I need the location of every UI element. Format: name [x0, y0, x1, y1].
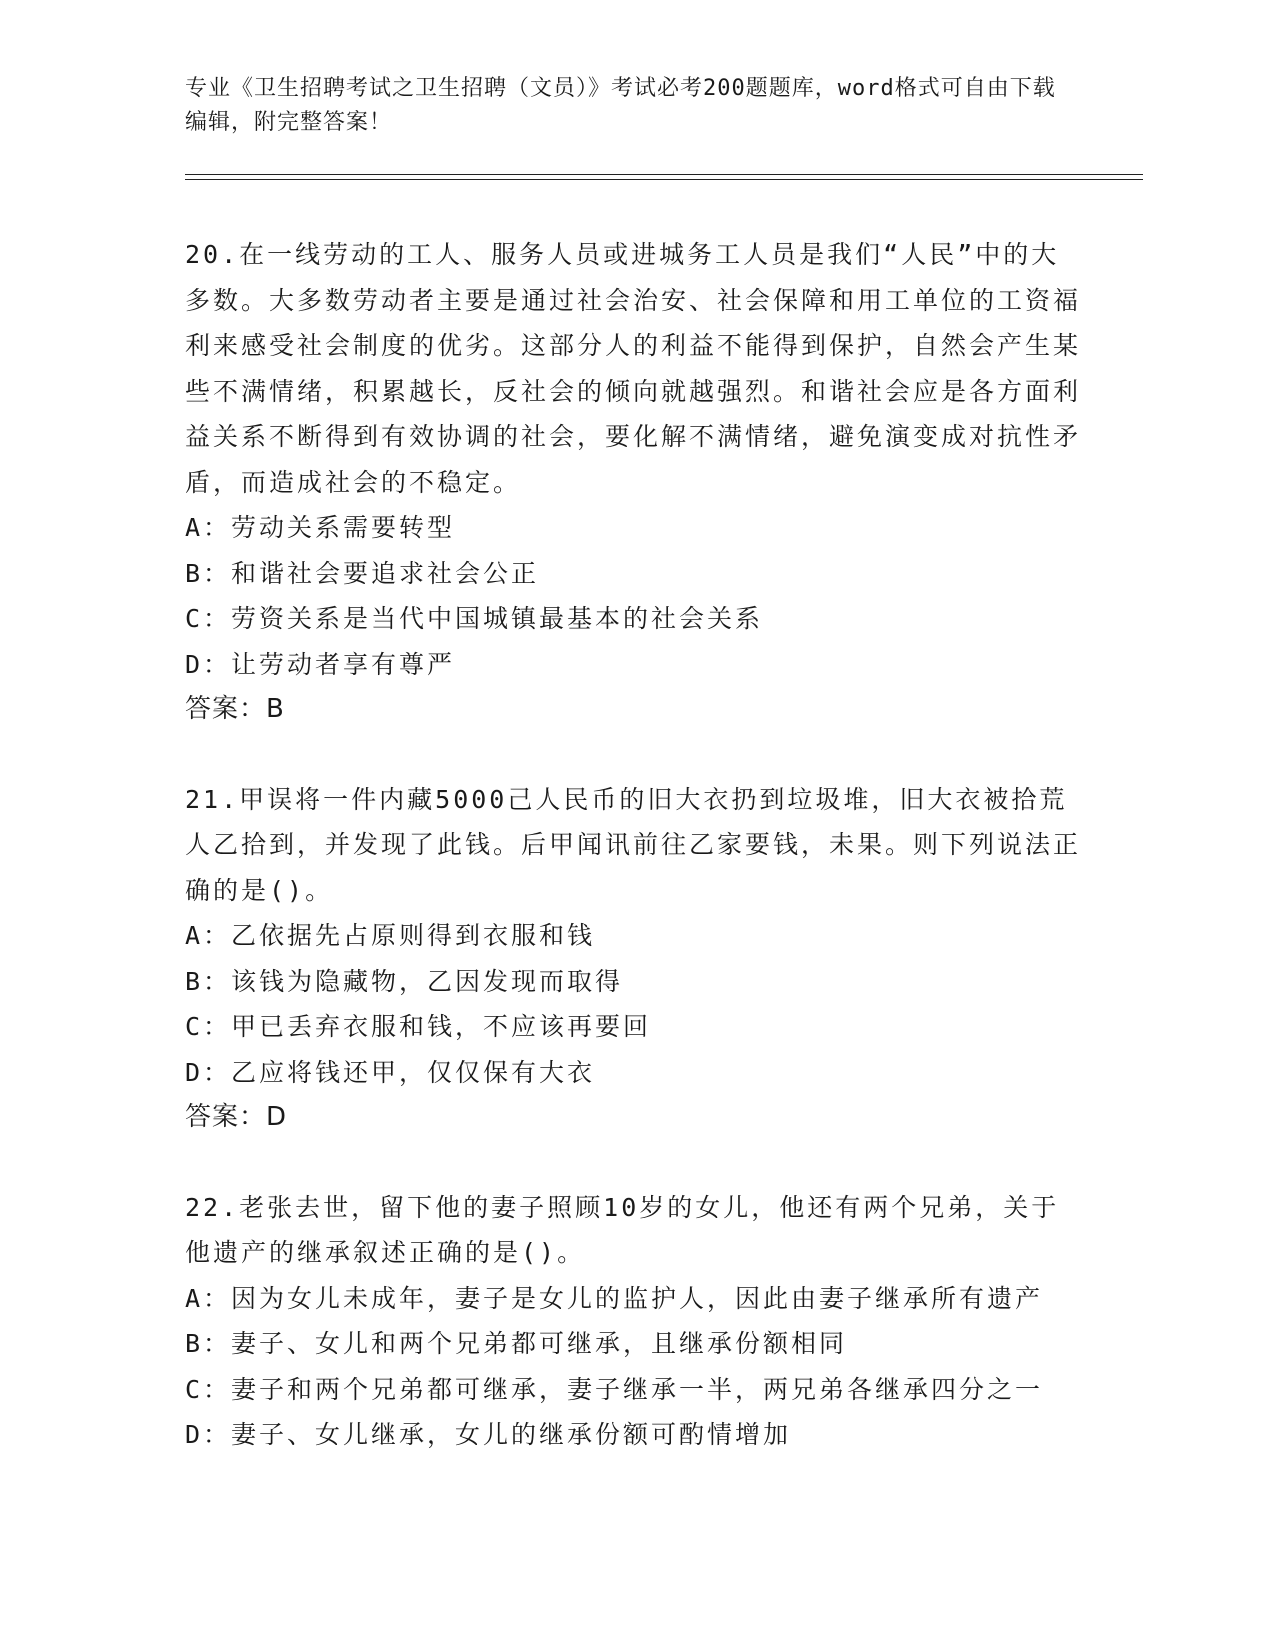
question-20	[185, 232, 1085, 733]
question-stem: 22.老张去世，留下他的妻子照顾10岁的女儿，他还有两个兄弟，关于他遗产的继承叙述正确的是()。	[185, 1192, 1060, 1267]
option-c: C：劳资关系是当代中国城镇最基本的社会关系	[185, 604, 764, 633]
option-d: D：妻子、女儿继承，女儿的继承份额可酌情增加	[185, 1420, 792, 1449]
document-header: 专业《卫生招聘考试之卫生招聘（文员）》考试必考200题题库，word格式可自由下载编辑，附完整答案！	[185, 76, 1056, 135]
question-list	[185, 232, 1085, 1502]
question-22	[185, 1185, 1085, 1458]
answer-line: 答案：B	[185, 694, 285, 724]
question-stem: 21.甲误将一件内藏5000己人民币的旧大衣扔到垃圾堆，旧大衣被拾荒人乙拾到，并发现了此钱。后甲闻讯前往乙家要钱，未果。则下列说法正确的是()。	[185, 784, 1082, 905]
option-a: A：劳动关系需要转型	[185, 513, 456, 542]
option-d: D：让劳动者享有尊严	[185, 649, 456, 679]
option-c: C：甲已丢弃衣服和钱，不应该再要回	[185, 1012, 652, 1041]
option-a: A：因为女儿未成年，妻子是女儿的监护人，因此由妻子继承所有遗产	[185, 1283, 1044, 1313]
option-b: B：妻子、女儿和两个兄弟都可继承，且继承份额相同	[185, 1329, 848, 1358]
option-b: B：和谐社会要追求社会公正	[185, 558, 540, 588]
question-stem: 20.在一线劳动的工人、服务人员或进城务工人员是我们“人民”中的大多数。大多数劳动者主要是通过社会治安、社会保障和用工单位的工资福利来感受社会制度的优劣。这部分人的利益不能得到保护，自然会产生某些不满情绪，积累越长，反社会的倾向就越强烈。和谐社会应是各方面利益关系不断得到有效协调的社会，要化解不满情绪，避免演变成对抗性矛盾，而造成社会的不稳定。	[185, 240, 1082, 497]
answer-line: 答案：D	[185, 1102, 288, 1132]
option-a: A：乙依据先占原则得到衣服和钱	[185, 921, 596, 950]
option-d: D：乙应将钱还甲，仅仅保有大衣	[185, 1057, 596, 1087]
option-c: C：妻子和两个兄弟都可继承，妻子继承一半，两兄弟各继承四分之一	[185, 1374, 1044, 1404]
question-21	[185, 777, 1085, 1141]
option-b: B：该钱为隐藏物，乙因发现而取得	[185, 966, 624, 996]
header-double-rule	[185, 174, 1143, 180]
